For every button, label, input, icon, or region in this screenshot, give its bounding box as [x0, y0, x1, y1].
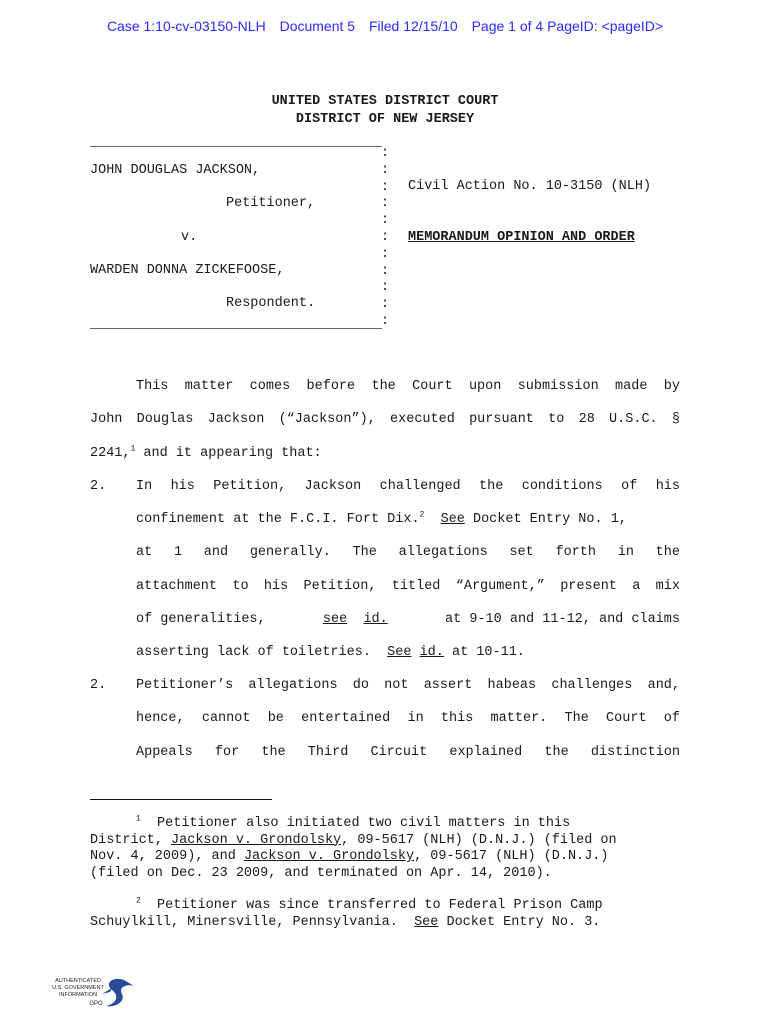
- document-title: MEMORANDUM OPINION AND ORDER: [408, 230, 635, 245]
- caption-top-rule: [90, 146, 382, 147]
- ecf-header: [0, 18, 770, 34]
- intro-line-1: This matter comes before the Court upon submission made by: [136, 379, 680, 394]
- respondent-role: Respondent.: [226, 296, 316, 311]
- case-number: Case 1:10-cv-03150-NLH: [106, 18, 266, 34]
- footnote-1-line-2: District, Jackson v. Grondolsky, 09-5617 (NLH) (D.N.J.) (filed on: [90, 832, 617, 848]
- para-1-line-5: of generalities, see id. at 9-10 and 11-12, and claims: [136, 612, 680, 627]
- footnote-ref-2: 2: [419, 510, 425, 520]
- para-1-line-1: In his Petition, Jackson challenged the conditions of his: [136, 479, 680, 494]
- eagle-icon: [106, 979, 134, 1006]
- page-info: Page 1 of 4 PageID: <pageID>: [471, 18, 664, 34]
- court-district: DISTRICT OF NEW JERSEY: [295, 112, 475, 127]
- para-2-number: 2.: [90, 678, 107, 693]
- gpo-authenticated-logo: [42, 974, 142, 1014]
- petitioner-role: Petitioner,: [226, 196, 316, 211]
- intro-line-3: 2241,$^1$ and it appearing that:: [90, 444, 322, 461]
- para-1-number: 2.: [90, 479, 107, 494]
- para-1-line-2: confinement at the F.C.I. Fort Dix.$^2$ See Docket Entry No. 1,: [136, 510, 627, 527]
- footnote-separator: [90, 799, 272, 800]
- filed-date: Filed 12/15/10: [368, 18, 458, 34]
- para-1-line-3: at 1 and generally. The allegations set forth in the: [136, 545, 680, 560]
- logo-line-1: AUTHENTICATED: [55, 978, 101, 984]
- para-2-line-1: Petitioner’s allegations do not assert habeas challenges and,: [136, 678, 680, 693]
- footnote-1-number: 1: [136, 814, 141, 824]
- court-name: UNITED STATES DISTRICT COURT: [271, 94, 499, 109]
- footnote-2-line-1: $^2$ Petitioner was since transferred to Federal Prison Camp: [136, 896, 603, 913]
- civil-action-number: Civil Action No. 10-3150 (NLH): [408, 179, 652, 194]
- logo-line-3: INFORMATION: [58, 992, 98, 998]
- para-2-line-2: hence, cannot be entertained in this matter. The Court of: [136, 711, 680, 726]
- logo-line-4: GPO: [89, 1001, 103, 1007]
- footnote-1-line-3: Nov. 4, 2009), and Jackson v. Grondolsky, 09-5617 (NLH) (D.N.J.): [90, 849, 609, 864]
- respondent-name: WARDEN DONNA ZICKEFOOSE,: [90, 263, 285, 278]
- petitioner-name: JOHN DOUGLAS JACKSON,: [90, 163, 261, 178]
- logo-line-2: U.S. GOVERNMENT: [52, 985, 104, 991]
- footnote-1-line-1: $^1$ Petitioner also initiated two civil matters in this: [136, 814, 571, 831]
- footnote-1-line-4: (filed on Dec. 23 2009, and terminated on Apr. 14, 2010).: [90, 865, 552, 881]
- para-2-line-3: Appeals for the Third Circuit explained the distinction: [136, 745, 680, 760]
- document-number: Document 5: [279, 18, 356, 34]
- para-1-line-6: asserting lack of toiletries. See id. at 10-11.: [136, 645, 525, 660]
- footnote-2-number: 2: [136, 896, 141, 906]
- intro-line-2: John Douglas Jackson (“Jackson”), executed pursuant to 28 U.S.C. §: [90, 412, 680, 427]
- footnote-ref-1: 1: [130, 444, 136, 454]
- footnote-2-line-2: Schuylkill, Minersville, Pennsylvania. See Docket Entry No. 3.: [90, 914, 601, 930]
- caption-bottom-rule: [90, 328, 382, 329]
- versus: v.: [181, 230, 198, 245]
- caption-colons: : : : : : : : : : : :: [381, 146, 390, 329]
- para-1-line-4: attachment to his Petition, titled “Argument,” present a mix: [136, 579, 680, 594]
